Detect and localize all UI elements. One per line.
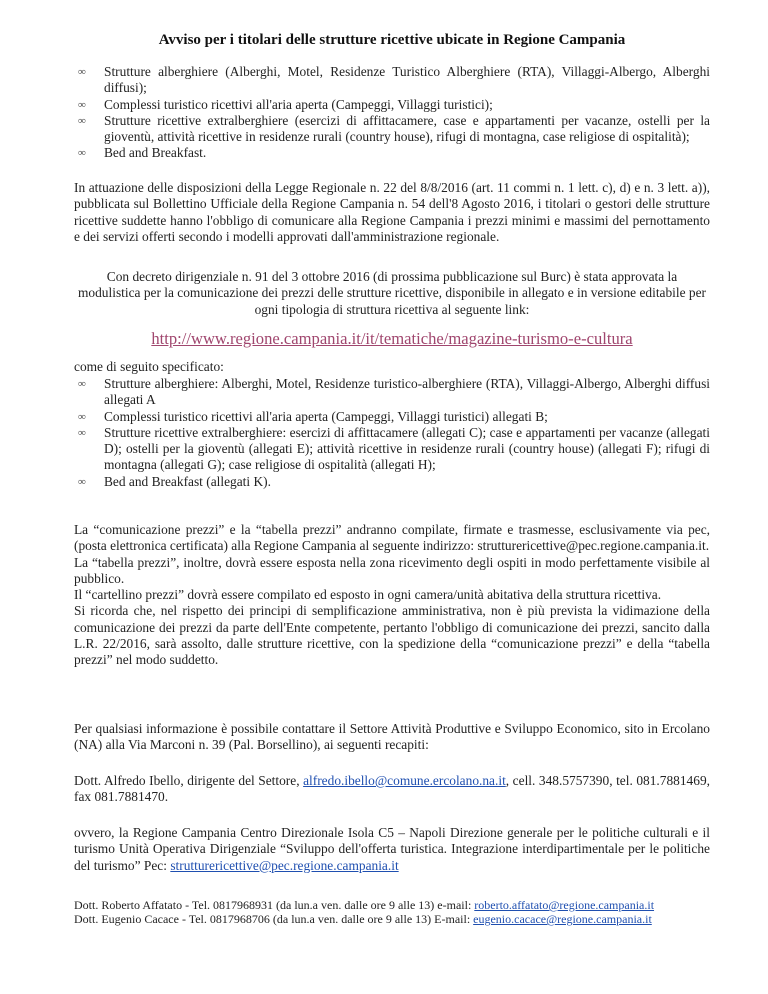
pec-paragraph: La “comunicazione prezzi” e la “tabella prezzi” andranno compilate, firmate e trasmesse, esclusivamente via pec, (posta elettronica certificata) alla Regione Campania al seguente indirizzo: strutturericettive@pec.regione.campania.it. — [74, 522, 710, 554]
decree-paragraph: Con decreto dirigenziale n. 91 del 3 ottobre 2016 (di prossima pubblicazione sul Burc) è stata approvata la modulistica per la comunicazione dei prezzi delle strutture ricettive, disponibile in allegato e in versione editabile per ogni tipologia di struttura ricettiva al seguente link: — [78, 269, 707, 317]
price-card-paragraph: Il “cartellino prezzi” dovrà essere compilato ed esposto in ogni camera/unità abitativa della struttura ricettiva. — [74, 587, 662, 603]
regione-paragraph: ovvero, la Regione Campania Centro Direzionale Isola C5 – Napoli Direzione generale per le politiche culturali e il turismo Unità Operativa Dirigenziale “Sviluppo dell'offerta turistica. Integrazione interdipartimentale per le politiche del turismo” Pec: strutturericettive@pec.regione.campania.it — [74, 825, 710, 873]
simplification-paragraph: Si ricorda che, nel rispetto dei principi di semplificazione amministrativa, non è più prevista la vidimazione della comunicazione dei prezzi da parte dell'Ente competente, pertanto l'obbligo di comunicazione dei prezzi, sancito dalla L.R. 22/2016, sarà assolto, dalle strutture ricettive, con la spedizione della “comunicazione prezzi” e della “tabella prezzi” nel modo suddetto. — [74, 603, 710, 668]
infinity-bullet-icon: ∞ — [78, 475, 86, 488]
pec-email-link[interactable]: strutturericettive@pec.regione.campania.it — [170, 857, 399, 873]
info-paragraph: Per qualsiasi informazione è possibile contattare il Settore Attività Produttive e Sviluppo Economico, sito in Ercolano (NA) alla Via Marconi n. 39 (Pal. Borsellino), ai seguenti recapiti: — [74, 721, 710, 753]
cacace-email-link[interactable]: eugenio.cacace@regione.campania.it — [473, 912, 652, 926]
structure-type-list — [74, 64, 710, 162]
list-item: ∞ Strutture ricettive extralberghiere: esercizi di affittacamere (allegati C); case e appartamenti per vacanze (allegati D); ostelli per la gioventù (allegati E); attività ricettive in residenze rurali (country house) (allegati F); rifugi di montagna (allegati G); case religiose di ospitalità (allegati H); — [78, 424, 710, 473]
law-paragraph: In attuazione delle disposizioni della Legge Regionale n. 22 del 8/8/2016 (art. 11 commi n. 1 lett. c), d) e n. 3 lett. a)), pubblicata sul Bollettino Ufficiale della Regione Campania n. 54 dell'8 Agosto 2016, i titolari o gestori delle strutture ricettive suddette hanno l'obbligo di comunicare alla Regione Campania i prezzi minimi e massimi del pernottamento e dei servizi offerti secondo i modelli approvati dall'amministrazione regionale. — [74, 180, 710, 244]
infinity-bullet-icon: ∞ — [78, 426, 86, 439]
list-item: ∞ Bed and Breakfast (allegati K). — [78, 473, 271, 489]
attachment-list — [74, 376, 710, 490]
infinity-bullet-icon: ∞ — [78, 98, 86, 111]
list-item: ∞ Strutture alberghiere (Alberghi, Motel, Residenze Turistico Alberghiere (RTA), Villaggi-Albergo, Alberghi diffusi); — [78, 64, 710, 96]
list-item: ∞ Complessi turistico ricettivi all'aria aperta (Campeggi, Villaggi turistici); — [78, 96, 493, 112]
contact-ibello: Dott. Alfredo Ibello, dirigente del Settore, alfredo.ibello@comune.ercolano.na.it, cell. 348.5757390, tel. 081.7881469, fax 081.7881470. — [74, 773, 710, 805]
infinity-bullet-icon: ∞ — [78, 147, 86, 160]
infinity-bullet-icon: ∞ — [78, 378, 86, 390]
contact-cacace: Dott. Eugenio Cacace - Tel. 0817968706 (da lun.a ven. dalle ore 9 alle 13) E-mail: eugenio.cacace@regione.campania.it — [74, 912, 652, 926]
affatato-email-link[interactable]: roberto.affatato@regione.campania.it — [474, 898, 655, 912]
submission-section — [74, 522, 710, 669]
list-item: ∞ Strutture alberghiere: Alberghi, Motel, Residenze turistico-alberghiere (RTA), Villaggi-Albergo, Alberghi diffusi allegati A — [78, 376, 710, 408]
list-item: ∞ Bed and Breakfast. — [78, 145, 207, 161]
page-title: Avviso per i titolari delle strutture ricettive ubicate in Regione Campania — [158, 32, 626, 48]
main-link-wrap — [74, 331, 710, 348]
list2-intro: come di seguito specificato: — [74, 359, 224, 374]
ibello-email-link[interactable]: alfredo.ibello@comune.ercolano.na.it — [303, 773, 506, 788]
price-table-paragraph: La “tabella prezzi”, inoltre, dovrà essere esposta nella zona ricevimento degli ospiti in modo perfettamente visibile al pubblico. — [74, 554, 710, 586]
contact-affatato: Dott. Roberto Affatato - Tel. 0817968931 (da lun.a ven. dalle ore 9 alle 13) e-mail: roberto.affatato@regione.campania.it — [74, 898, 655, 912]
contacts-small — [74, 898, 710, 926]
list-item: ∞ Complessi turistico ricettivi all'aria aperta (Campeggi, Villaggi turistici) allegati B; — [78, 408, 548, 424]
regione-campania-link[interactable]: http://www.regione.campania.it/it/tematiche/magazine-turismo-e-cultura — [151, 329, 633, 348]
infinity-bullet-icon: ∞ — [78, 114, 86, 127]
list-item: ∞ Strutture ricettive extralberghiere (esercizi di affittacamere, case e appartamenti per vacanze, ostelli per la gioventù, attività ricettive in residenze rurali (country house), rifugi di montagna, case religiose di ospitalità); — [78, 112, 710, 145]
infinity-bullet-icon: ∞ — [78, 410, 86, 423]
infinity-bullet-icon: ∞ — [78, 66, 86, 78]
